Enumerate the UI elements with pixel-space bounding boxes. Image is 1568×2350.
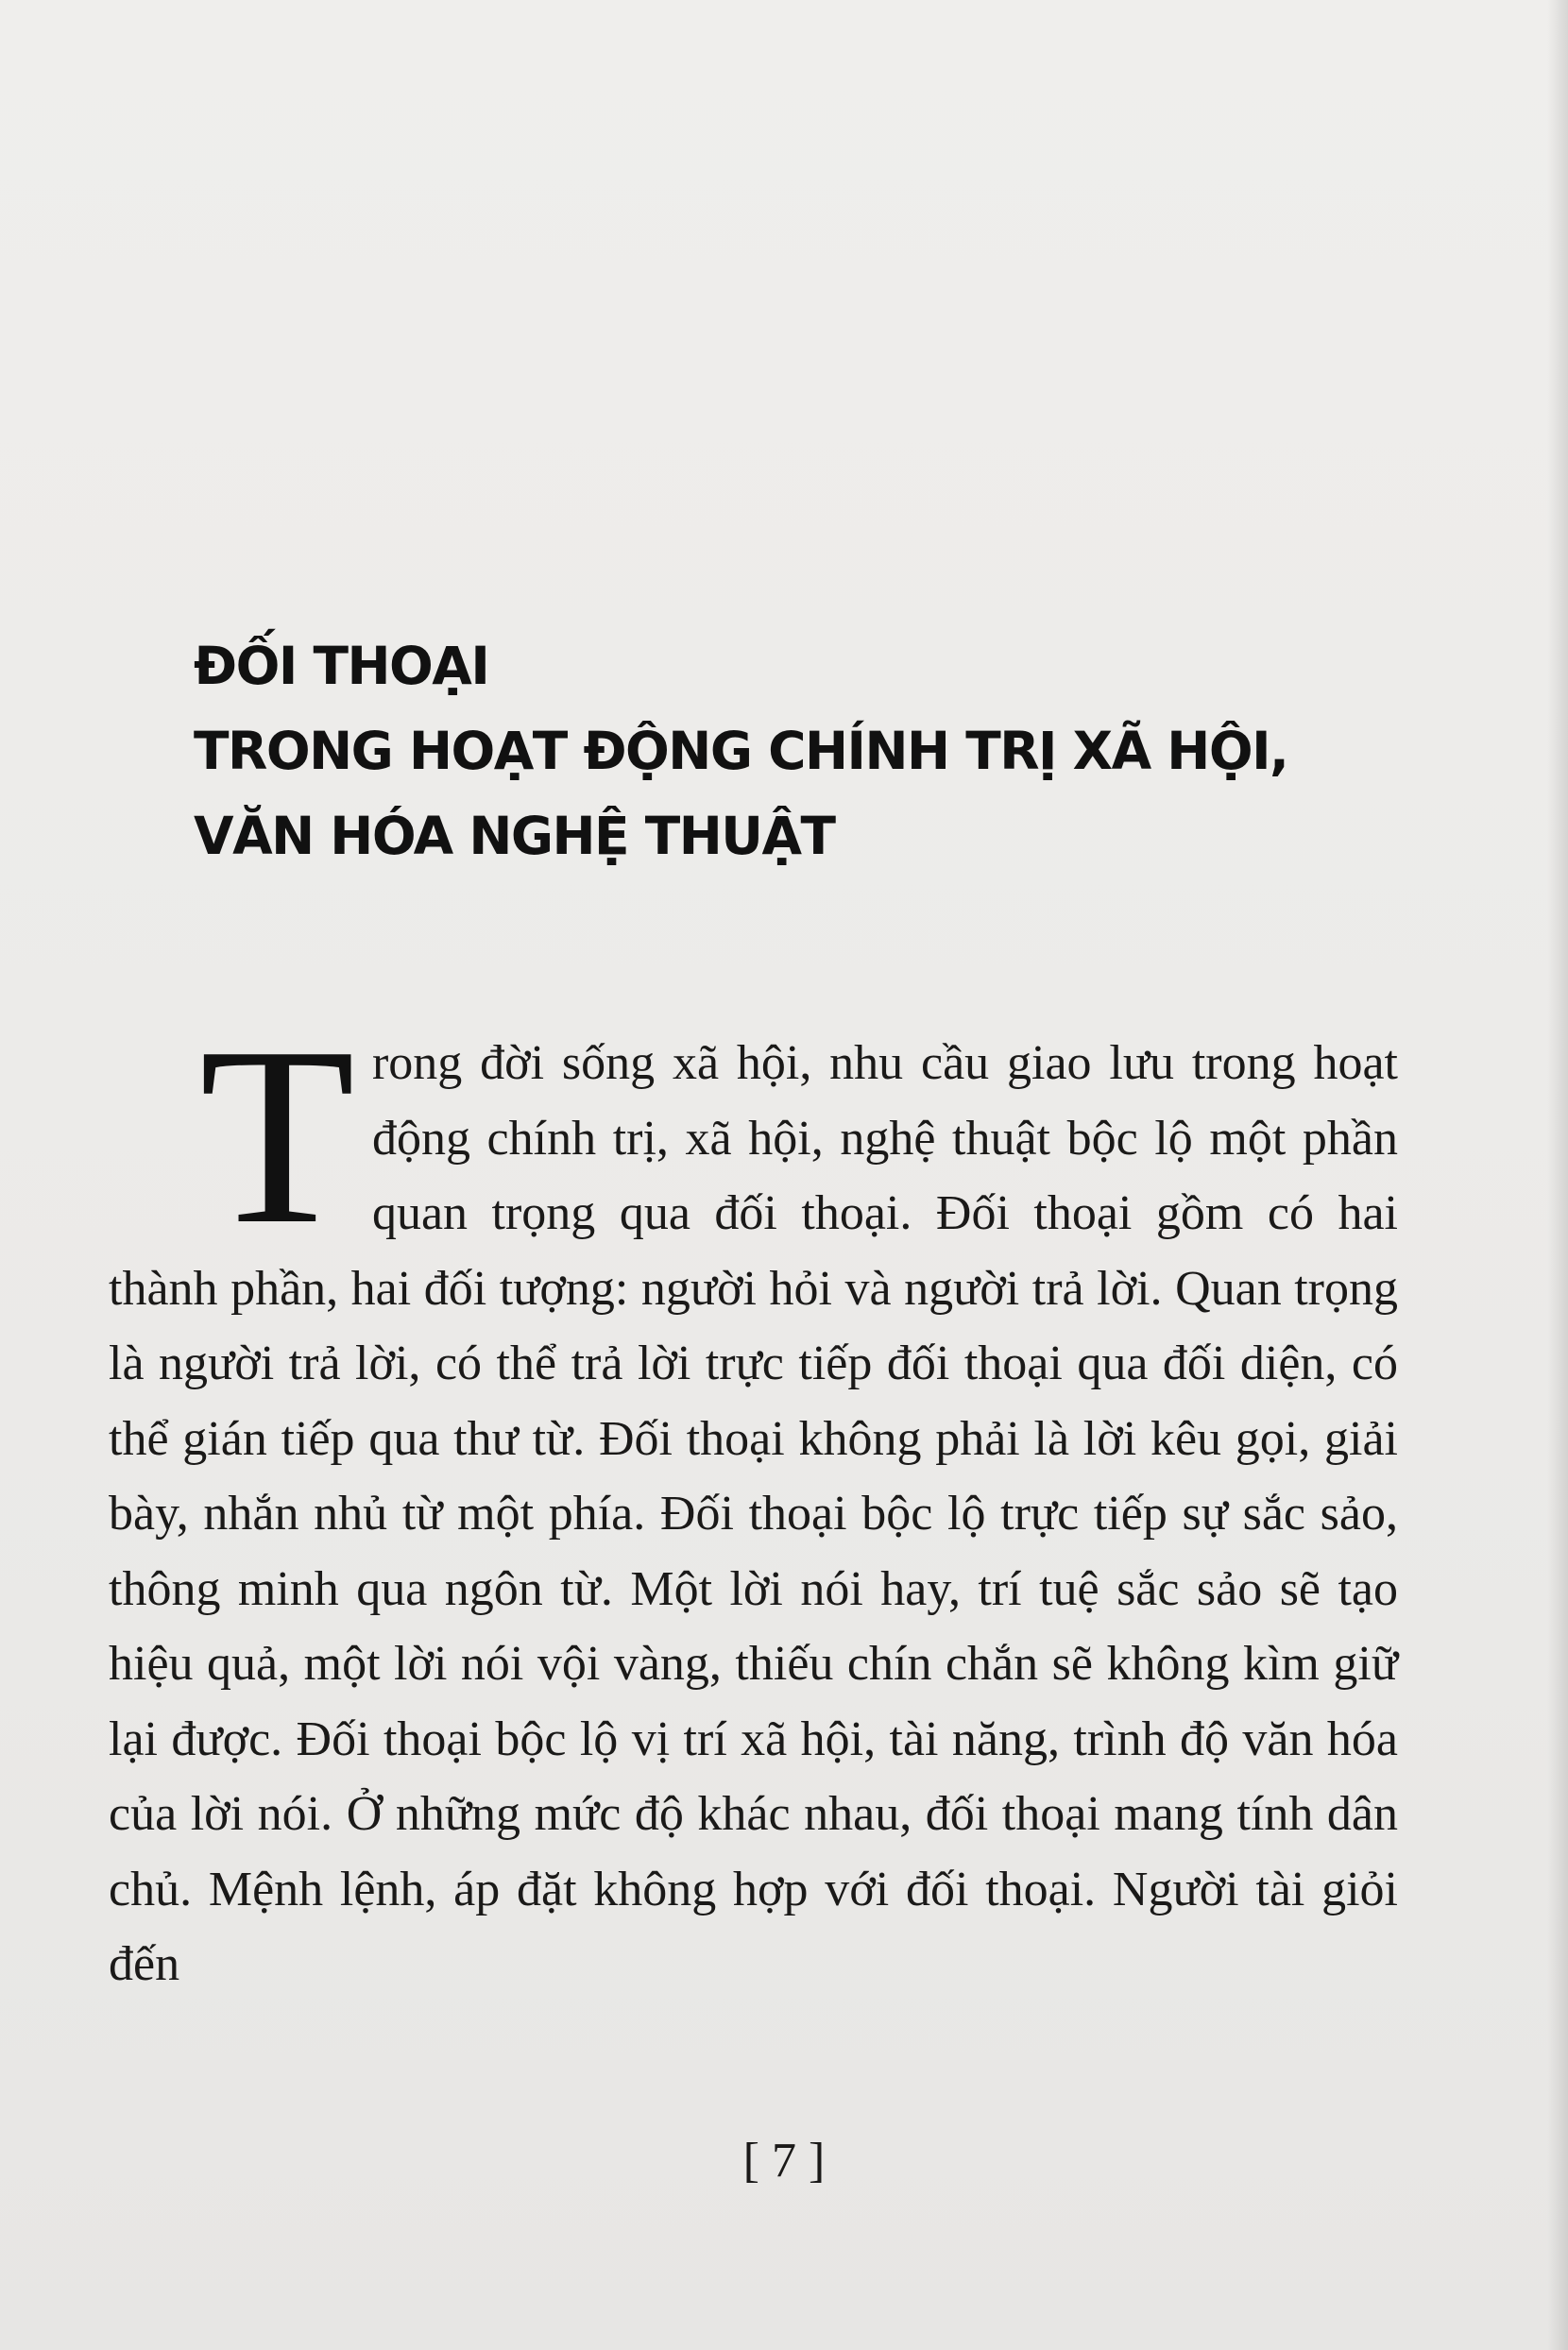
page-edge-shadow — [1547, 0, 1568, 2350]
heading-line-3: VĂN HÓA NGHỆ THUẬT — [194, 806, 835, 866]
page-number: [ 7 ] — [742, 2134, 826, 2188]
body-paragraph — [109, 995, 1398, 2093]
paragraph-text: rong đời sống xã hội, nhu cầu giao lưu trong hoạt động chính trị, xã hội, nghệ thuật bộc lộ một phần quan trọng qua đối thoại. Đối thoại gồm có hai thành phần, hai đối tượng: người hỏi và người trả lời. Quan trọng là người trả lời, có thể trả lời trực tiếp đối thoại qua đối diện, có thể gián tiếp qua thư từ. Đối thoại không phải là lời kêu gọi, giải bày, nhắn nhủ từ một phía. Đối thoại bộc lộ trực tiếp sự sắc sảo, thông minh qua ngôn từ. Một lời nói hay, trí tuệ sắc sảo sẽ tạo hiệu quả, một lời nói vội vàng, thiếu chín chắn sẽ không kìm giữ lại được. Đối thoại bộc lộ vị trí xã hội, tài năng, trình độ văn hóa của lời nói. Ở những mức độ khác nhau, đối thoại mang tính dân chủ. Mệnh lệnh, áp đặt không hợp với đối thoại. Người tài giỏi đến — [109, 1036, 1398, 1991]
heading-line-1: ĐỐI THOẠI — [194, 636, 489, 696]
chapter-heading — [194, 623, 1422, 878]
heading-line-2: TRONG HOẠT ĐỘNG CHÍNH TRỊ XÃ HỘI, — [194, 721, 1288, 781]
drop-cap: T — [199, 995, 355, 1277]
